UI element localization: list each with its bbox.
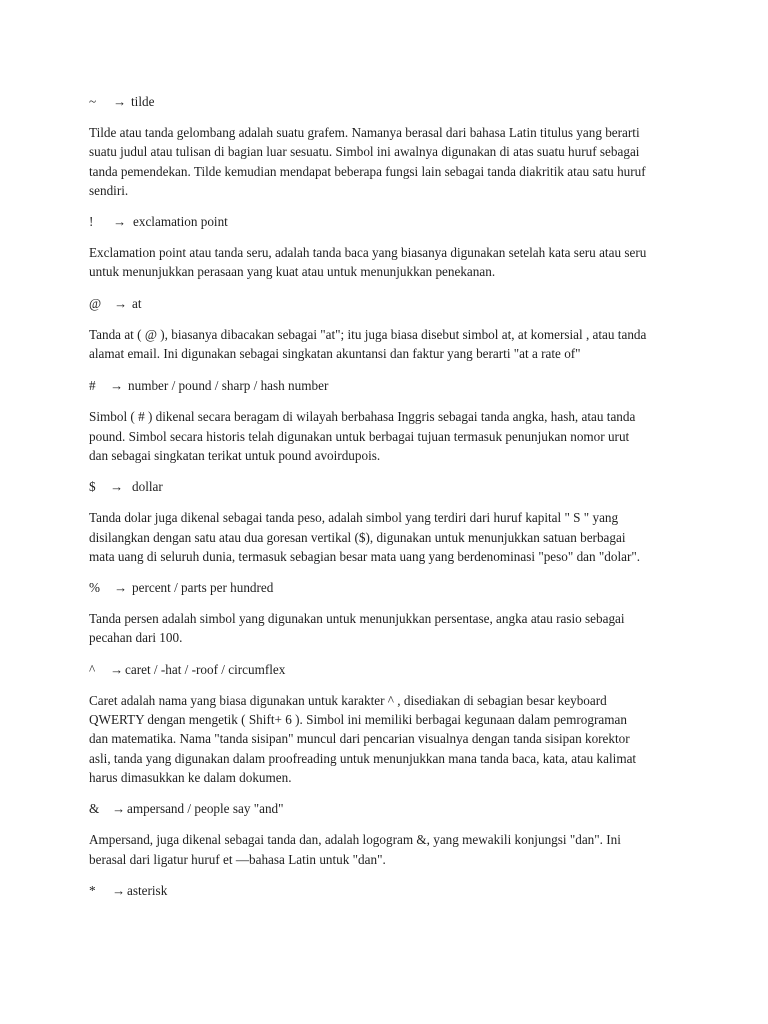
- text-line: Tanda dolar juga dikenal sebagai tanda peso, adalah simbol yang terdiri dari huruf kapital " S " yang: [89, 510, 619, 526]
- entry-heading-tilde: [89, 92, 679, 111]
- text-line: asli, tanda yang digunakan dalam proofreading untuk menunjukkan mana tanda baca, kata, atau kalimat: [89, 750, 637, 766]
- text-line: pound. Simbol secara historis telah digunakan untuk berbagai tujuan termasuk penunjukan nomor urut: [89, 428, 630, 444]
- text-line: harus dimasukkan ke dalam dokumen.: [89, 769, 292, 785]
- symbol-glyph: ^: [89, 661, 96, 677]
- arrow-icon: →: [110, 479, 124, 495]
- symbol-name: percent / parts per hundred: [132, 580, 274, 596]
- arrow-icon: →: [110, 378, 124, 394]
- arrow-icon: →: [113, 94, 127, 109]
- symbol-name: number / pound / sharp / hash number: [128, 378, 329, 394]
- text-line: Tanda persen adalah simbol yang digunakan untuk menunjukkan persentase, angka atau rasio sebagai: [89, 611, 625, 627]
- entry-heading-caret: [89, 660, 679, 679]
- text-line: dan sebagai singkatan terikat untuk pound avoirdupois.: [89, 447, 381, 463]
- symbol-name: ampersand / people say "and": [127, 801, 284, 817]
- text-line: mata uang di seluruh dunia, termasuk sebagian besar mata uang yang berdenominasi "peso" dan "dolar".: [89, 548, 641, 564]
- symbol-glyph: ~: [89, 94, 97, 109]
- text-line: tanda pemendekan. Tilde kemudian mendapat beberapa fungsi lain sebagai tanda diakritik atau satu huruf: [89, 163, 646, 179]
- arrow-icon: →: [113, 214, 127, 230]
- text-line: pecahan dari 100.: [89, 630, 183, 646]
- text-line: berasal dari ligatur huruf et —bahasa Latin untuk "dan".: [89, 851, 386, 867]
- arrow-icon: →: [114, 295, 128, 311]
- symbol-glyph: *: [89, 882, 96, 898]
- text-line: Ampersand, juga dikenal sebagai tanda dan, adalah logogram &, yang mewakili konjungsi "dan". Ini: [89, 832, 621, 848]
- text-line: Simbol ( # ) dikenal secara beragam di wilayah berbahasa Inggris sebagai tanda angka, hash, atau tanda: [89, 409, 636, 425]
- symbol-name: dollar: [132, 479, 163, 495]
- symbol-glyph: #: [89, 378, 96, 394]
- entry-heading-exclamation: [89, 212, 679, 231]
- arrow-icon: →: [112, 801, 126, 817]
- entry-heading-number: [89, 376, 679, 395]
- symbol-name: at: [132, 295, 142, 311]
- symbol-name: asterisk: [127, 882, 168, 898]
- symbol-name: exclamation point: [133, 214, 228, 230]
- entry-heading-dollar: [89, 477, 679, 496]
- entry-description-tilde: [89, 123, 679, 200]
- entry-description-at: [89, 325, 679, 364]
- entry-description-caret: [89, 691, 679, 787]
- text-line: Tanda at ( @ ), biasanya dibacakan sebagai "at"; itu juga biasa disebut simbol at, at komersial , atau tanda: [89, 326, 647, 342]
- symbol-glyph: !: [89, 214, 94, 230]
- entry-description-ampersand: [89, 830, 679, 869]
- entry-heading-asterisk: [89, 881, 679, 900]
- arrow-icon: →: [110, 661, 124, 677]
- entry-description-percent: [89, 609, 679, 648]
- arrow-icon: →: [114, 580, 128, 596]
- entry-description-exclamation: [89, 243, 679, 282]
- arrow-icon: →: [112, 882, 126, 898]
- text-line: alamat email. Ini digunakan sebagai singkatan akuntansi dan faktur yang berarti "at a rate of": [89, 346, 581, 362]
- text-line: Caret adalah nama yang biasa digunakan untuk karakter ^ , disediakan di sebagian besar keyboard: [89, 692, 607, 708]
- text-line: untuk menunjukkan perasaan yang kuat atau untuk menunjukkan penekanan.: [89, 264, 496, 280]
- entry-description-dollar: [89, 508, 679, 566]
- symbol-name: caret / -hat / -roof / circumflex: [125, 661, 286, 677]
- text-line: sendiri.: [89, 182, 129, 198]
- document-page: [89, 92, 679, 900]
- text-line: dan matematika. Nama "tanda sisipan" muncul dari pencarian visualnya dengan tanda sisipan korektor: [89, 731, 630, 747]
- symbol-name: tilde: [131, 94, 155, 109]
- entry-description-number: [89, 407, 679, 465]
- text-line: suatu judul atau tulisan di bagian luar sesuatu. Simbol ini awalnya digunakan di atas suatu huruf sebagai: [89, 144, 640, 160]
- text-line: Exclamation point atau tanda seru, adalah tanda baca yang biasanya digunakan setelah kata seru atau seru: [89, 245, 647, 261]
- text-line: Tilde atau tanda gelombang adalah suatu grafem. Namanya berasal dari bahasa Latin titulus yang berarti: [89, 125, 640, 140]
- symbol-glyph: %: [89, 580, 100, 596]
- symbol-glyph: &: [89, 801, 100, 817]
- symbol-glyph: @: [89, 295, 102, 311]
- entry-heading-percent: [89, 578, 679, 597]
- text-line: QWERTY dengan mengetik ( Shift+ 6 ). Simbol ini memiliki berbagai kegunaan dalam pemrograman: [89, 712, 627, 728]
- entry-heading-at: [89, 294, 679, 313]
- text-line: disilangkan dengan satu atau dua goresan vertikal ($), digunakan untuk menunjukkan satuan berbagai: [89, 529, 626, 545]
- entry-heading-ampersand: [89, 799, 679, 818]
- symbol-glyph: $: [89, 479, 96, 495]
